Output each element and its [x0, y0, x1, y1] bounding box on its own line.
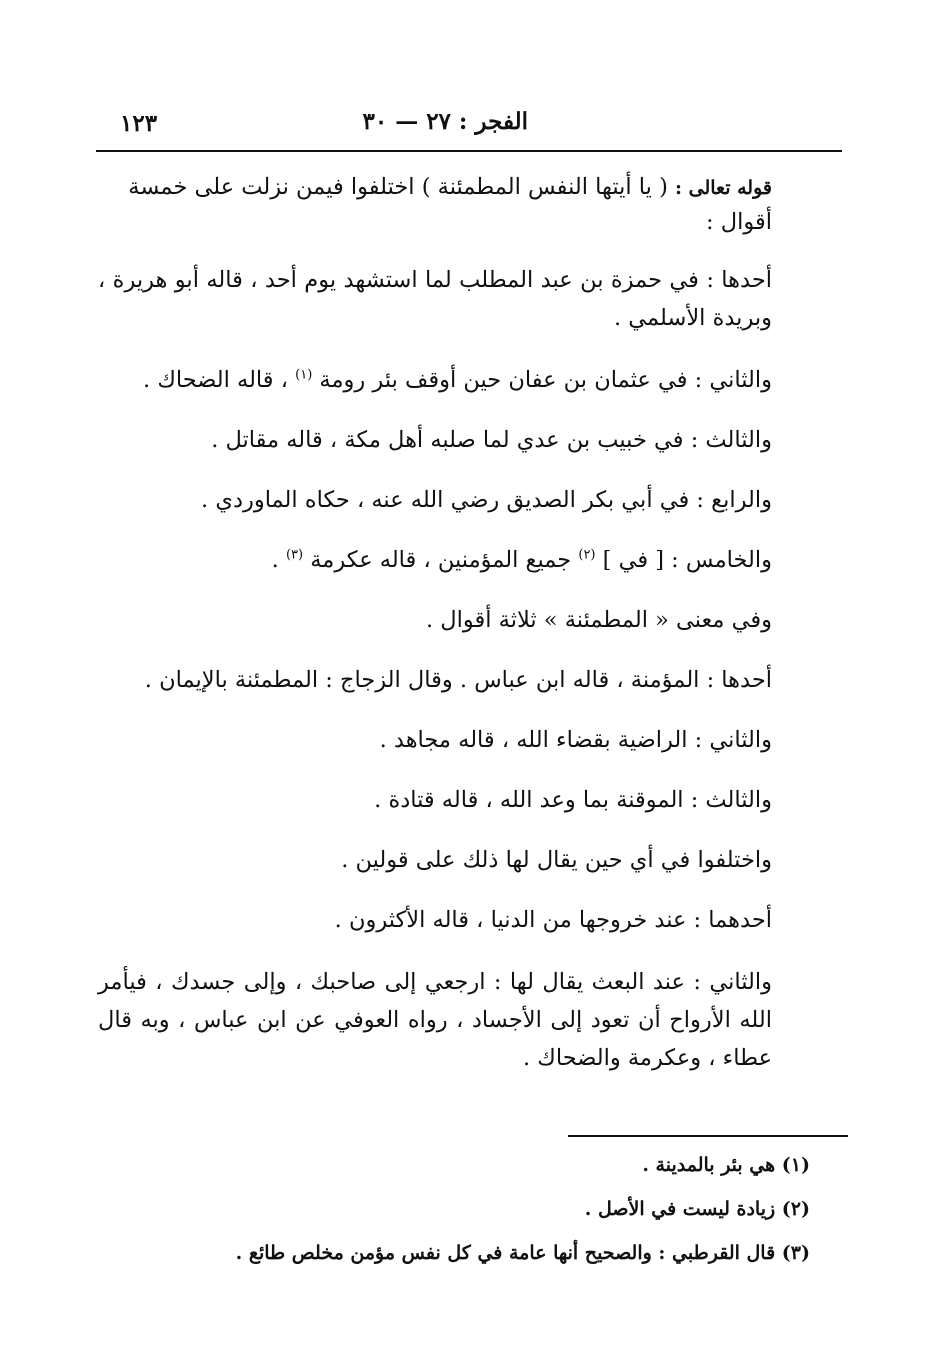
- paragraph-text: وفي معنى « المطمئنة » ثلاثة أقوال .: [425, 607, 772, 633]
- paragraph-text: والثالث : الموقنة بما وعد الله ، قاله قتادة .: [374, 787, 772, 813]
- footnote-1: (١) هي بئر بالمدينة .: [642, 1154, 810, 1176]
- page-number: ١٢٣: [120, 110, 158, 137]
- paragraph-text: والثاني : عند البعث يقال لها : ارجعي إلى صاحبك ، وإلى جسدك ، فيأمر الله الأرواح أن تعود إلى الأجساد ، رواه العوفي عن ابن عباس ، وبه قال عطاء ، وعكرمة والضحاك .: [98, 969, 772, 1071]
- page-header: [96, 104, 840, 144]
- paragraph-text: أحدهما : عند خروجها من الدنيا ، قاله الأكثرون .: [334, 907, 772, 933]
- paragraph-text: أحدها : في حمزة بن عبد المطلب لما استشهد يوم أحد ، قاله أبو هريرة ، وبريدة الأسلمي .: [98, 267, 772, 331]
- paragraph-13: [98, 963, 838, 1077]
- paragraph-text: والخامس : [ في ]: [602, 547, 772, 573]
- paragraph-1: [98, 170, 838, 239]
- paragraph-text: والثالث : في خبيب بن عدي لما صلبه أهل مكة ، قاله مقاتل .: [211, 427, 772, 453]
- paragraph-3: [98, 363, 838, 397]
- paragraph-text: والرابع : في أبي بكر الصديق رضي الله عنه ، حكاه الماوردي .: [201, 487, 772, 513]
- verse-lead: قوله تعالى :: [675, 177, 772, 199]
- paragraph-9: [98, 723, 838, 757]
- footnotes: [120, 1150, 810, 1282]
- body-text: [98, 170, 838, 1077]
- paragraph-text: والثاني : الراضية بقضاء الله ، قاله مجاهد .: [379, 727, 772, 753]
- paragraph-text: والثاني : في عثمان بن عفان حين أوقف بئر رومة: [319, 367, 772, 393]
- paragraph-11: [98, 843, 838, 877]
- paragraph-text: جميع المؤمنين ، قاله عكرمة: [310, 547, 579, 573]
- running-head: الفجر : ٢٧ — ٣٠: [362, 108, 528, 135]
- footnote-rule: [568, 1135, 848, 1137]
- paragraph-8: [98, 663, 838, 697]
- paragraph-text: أحدها : المؤمنة ، قاله ابن عباس . وقال الزجاج : المطمئنة بالإيمان .: [144, 667, 772, 693]
- paragraph-12: [98, 903, 838, 937]
- footnote-2: (٢) زيادة ليست في الأصل .: [584, 1198, 810, 1220]
- footnote-ref: (١): [295, 367, 313, 383]
- paragraph-text: ، قاله الضحاك .: [143, 367, 296, 393]
- header-rule: [96, 150, 842, 152]
- footnote-3: (٣) قال القرطبي : والصحيح أنها عامة في كل نفس مؤمن مخلص طائع .: [235, 1242, 810, 1264]
- paragraph-7: [98, 603, 838, 637]
- paragraph-text: واختلفوا في أي حين يقال لها ذلك على قولين .: [341, 847, 772, 873]
- footnote-ref: (٢): [578, 547, 596, 563]
- paragraph-2: [98, 261, 838, 337]
- paragraph-text: ( يا أيتها النفس المطمئنة ) اختلفوا فيمن نزلت على خمسة أقوال :: [128, 174, 772, 235]
- paragraph-text: .: [271, 547, 286, 573]
- paragraph-10: [98, 783, 838, 817]
- footnote-ref: (٣): [285, 547, 304, 563]
- paragraph-4: [98, 423, 838, 457]
- paragraph-6: [98, 543, 838, 577]
- paragraph-5: [98, 483, 838, 517]
